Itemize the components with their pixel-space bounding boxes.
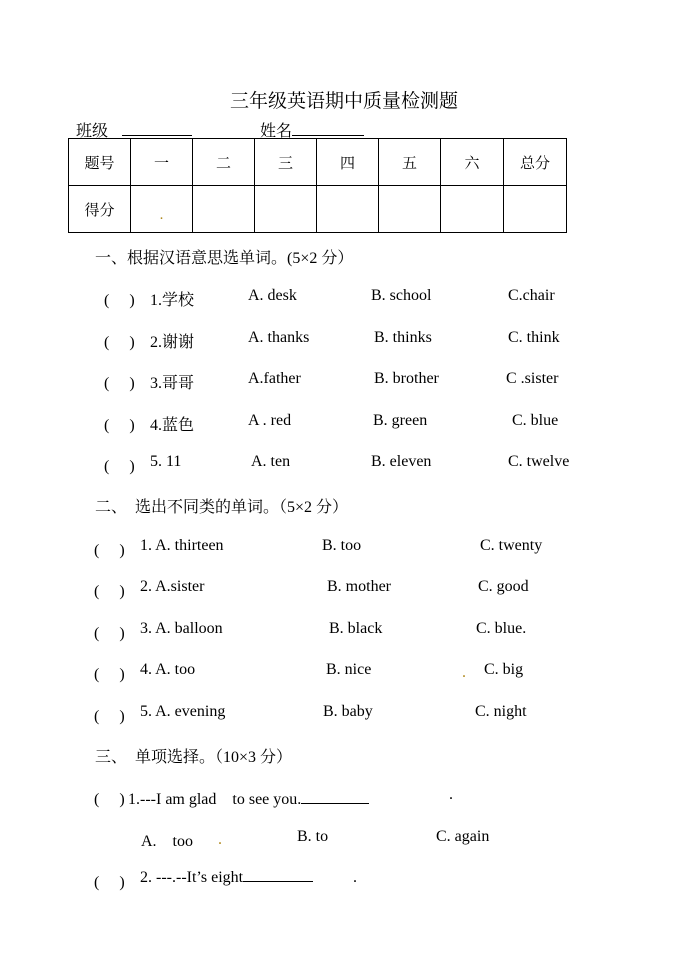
option-c: C. good — [478, 578, 529, 595]
question-stem: 5. 11 — [150, 453, 182, 470]
table-row — [69, 139, 567, 186]
answer-blank[interactable] — [243, 881, 313, 882]
answer-paren[interactable]: ( ) — [104, 375, 135, 392]
option-c: C. blue — [512, 412, 559, 429]
question-stem: 5. A. evening — [140, 703, 226, 720]
option-c: C. again — [436, 828, 490, 845]
answer-paren[interactable]: ( ) — [94, 791, 125, 808]
header-cell: 总分 — [504, 139, 567, 186]
header-cell: 六 — [441, 139, 504, 186]
option-b: B. green — [373, 412, 428, 429]
option-c: C. big — [484, 661, 524, 678]
option-b: B. nice — [326, 661, 372, 678]
answer-paren[interactable]: ( ) — [94, 666, 125, 683]
answer-paren[interactable]: ( ) — [104, 417, 135, 434]
option-b: B. eleven — [371, 453, 432, 470]
section-3-heading: 三、 单项选择。（10×3 分） — [95, 749, 293, 766]
score-cell[interactable] — [255, 186, 317, 233]
class-blank[interactable] — [122, 135, 192, 136]
option-c: C. twenty — [480, 537, 543, 554]
question-stem: 2.谢谢 — [150, 334, 195, 351]
question-stem: 3.哥哥 — [150, 375, 195, 392]
question-stem: 1.---I am glad to see you. — [128, 791, 302, 808]
header-cell: 五 — [379, 139, 441, 186]
header-cell: 题号 — [69, 139, 131, 186]
question-stem: 2. ---.--It’s eight — [140, 869, 244, 886]
option-c: C. blue. — [476, 620, 527, 637]
option-a: A.father — [248, 370, 301, 387]
answer-paren[interactable]: ( ) — [104, 334, 135, 351]
option-c: C. night — [475, 703, 527, 720]
answer-paren[interactable]: ( ) — [94, 583, 125, 600]
score-cell[interactable] — [379, 186, 441, 233]
option-a: A . red — [248, 412, 292, 429]
answer-paren[interactable]: ( ) — [94, 874, 125, 891]
option-b: B. baby — [323, 703, 373, 720]
page-title: 三年级英语期中质量检测题 — [229, 91, 458, 112]
stray-mark: . — [218, 831, 222, 848]
answer-paren[interactable]: ( ) — [104, 458, 135, 475]
score-label-cell: 得分 — [69, 186, 131, 233]
option-c: C .sister — [506, 370, 559, 387]
option-b: B. too — [322, 537, 362, 554]
score-table — [68, 138, 567, 233]
score-cell[interactable]: . — [131, 186, 193, 233]
header-cell: 二 — [193, 139, 255, 186]
question-stem: 3. A. balloon — [140, 620, 223, 637]
question-stem: 1.学校 — [150, 292, 195, 309]
question-end: . — [449, 786, 453, 803]
header-cell: 三 — [255, 139, 317, 186]
option-c: C.chair — [508, 287, 555, 304]
question-stem: 4. A. too — [140, 661, 196, 678]
option-b: B. black — [329, 620, 383, 637]
option-c: C. think — [508, 329, 560, 346]
option-a: A. desk — [248, 287, 297, 304]
option-a: A. too — [141, 833, 194, 850]
stray-mark: . — [462, 664, 466, 681]
answer-blank[interactable] — [301, 803, 369, 804]
name-label: 姓名 — [260, 123, 293, 140]
question-stem: 1. A. thirteen — [140, 537, 224, 554]
class-label: 班级 — [76, 123, 109, 140]
score-cell[interactable] — [504, 186, 567, 233]
option-b: B. mother — [327, 578, 391, 595]
option-a: A. thanks — [248, 329, 310, 346]
answer-paren[interactable]: ( ) — [94, 708, 125, 725]
option-b: B. thinks — [374, 329, 432, 346]
option-b: B. school — [371, 287, 432, 304]
section-1-heading: 一、根据汉语意思选单词。(5×2 分） — [95, 250, 354, 267]
answer-paren[interactable]: ( ) — [94, 625, 125, 642]
score-cell[interactable] — [317, 186, 379, 233]
question-2 — [140, 869, 313, 887]
question-stem: 4.蓝色 — [150, 417, 195, 434]
question-end: . — [353, 869, 357, 886]
answer-paren[interactable]: ( ) — [94, 542, 125, 559]
option-c: C. twelve — [508, 453, 570, 470]
header-cell: 一 — [131, 139, 193, 186]
score-cell[interactable] — [441, 186, 504, 233]
option-a: A. ten — [251, 453, 291, 470]
section-2-heading: 二、 选出不同类的单词。（5×2 分） — [95, 499, 349, 516]
answer-paren[interactable]: ( ) — [104, 292, 135, 309]
table-row — [69, 186, 567, 233]
name-blank[interactable] — [292, 135, 364, 136]
header-cell: 四 — [317, 139, 379, 186]
score-cell[interactable] — [193, 186, 255, 233]
question-stem: 2. A.sister — [140, 578, 205, 595]
option-b: B. brother — [374, 370, 439, 387]
option-b: B. to — [297, 828, 329, 845]
question-1 — [128, 786, 369, 809]
